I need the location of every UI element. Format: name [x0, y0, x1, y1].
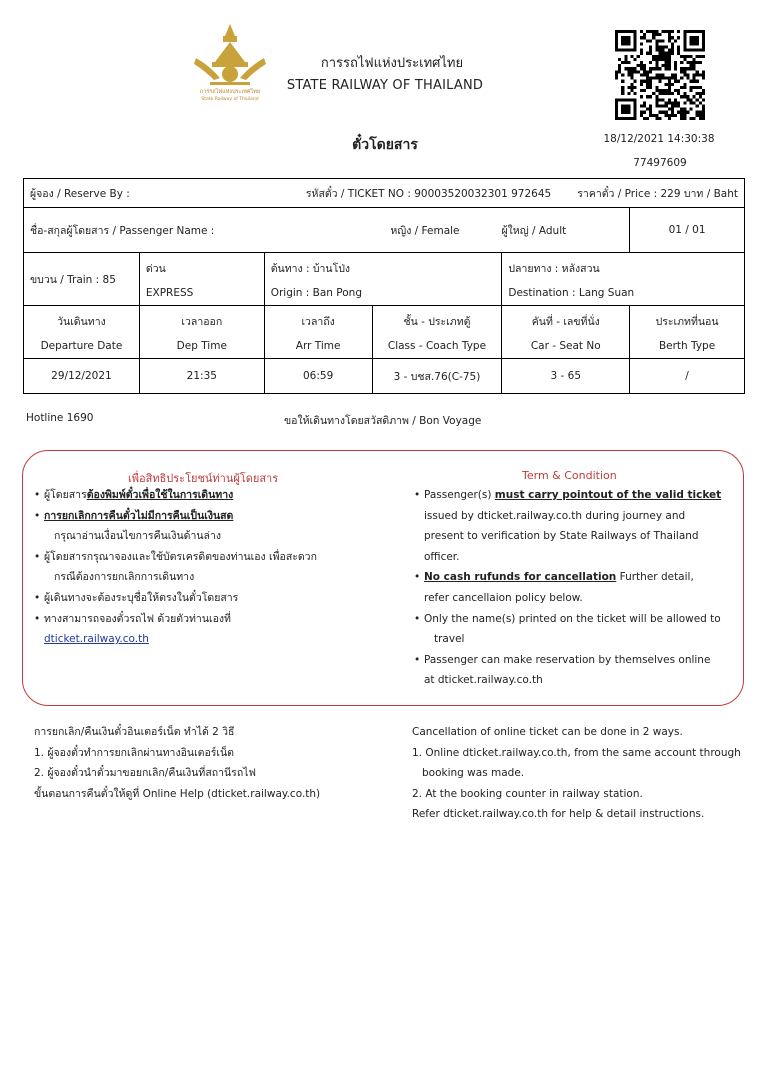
- item-continuation: refer cancellaion policy below.: [424, 591, 583, 604]
- cancel-policy-th: [34, 722, 394, 804]
- cancel-policy-en: [412, 722, 752, 825]
- item-text: Passenger can make reservation by themselves online: [424, 653, 711, 666]
- header-th: วันเดินทาง: [57, 315, 106, 328]
- price: ราคาตั๋ว / Price : 229 บาท / Baht: [577, 187, 738, 200]
- cancel-line: 2. ผู้จองตั๋วนำตั๋วมาขอยกเลิก/คืนเงินที่สถานีรถไฟ: [34, 767, 256, 780]
- departure-date: 29/12/2021: [24, 359, 140, 394]
- item-text: Further detail,: [616, 571, 694, 584]
- list-item: • No cash rufunds for cancellation Further detail,: [414, 571, 694, 584]
- train-type-cell: [139, 253, 264, 306]
- cancel-line: Refer dticket.railway.co.th for help & detail instructions.: [412, 808, 705, 821]
- bon-voyage: ขอให้เดินทางโดยสวัสดิภาพ / Bon Voyage: [284, 415, 482, 427]
- header-en: Dep Time: [176, 339, 227, 352]
- item-emphasis: ต้องพิมพ์ตั๋วเพื่อใช้ในการเดินทาง: [86, 489, 234, 501]
- header-th: เวลาออก: [181, 315, 223, 328]
- cancel-line: ขั้นตอนการคืนตั๋วให้ดูที่ Online Help (dticket.railway.co.th): [34, 787, 321, 800]
- issue-datetime: 18/12/2021 14:30:38: [603, 133, 715, 145]
- list-item: • ผู้โดยสารกรุณาจองและใช้บัตรเครดิตของท่านเอง เพื่อสะดวก: [34, 550, 317, 563]
- arr-time: 06:59: [264, 359, 372, 394]
- ticket-id: 77497609: [633, 157, 687, 169]
- cancel-line: booking was made.: [422, 767, 525, 780]
- ticket-no: รหัสตั๋ว / TICKET NO : 90003520032301 972645: [305, 187, 552, 200]
- terms-title-en: Term & Condition: [522, 469, 617, 482]
- car-seat: 3 - 65: [502, 359, 630, 394]
- item-text: ผู้โดยสาร: [44, 489, 87, 501]
- cancel-line: 2. At the booking counter in railway station.: [412, 787, 643, 800]
- terms-list-en: [414, 485, 734, 691]
- item-continuation: travel: [434, 633, 465, 646]
- logo-caption-en: State Railway of Thailand: [201, 97, 259, 102]
- train-type-th: ด่วน: [145, 262, 166, 275]
- dep-time: 21:35: [139, 359, 264, 394]
- header-en: Class - Coach Type: [387, 339, 487, 352]
- pax-count: 01 / 01: [630, 208, 745, 253]
- header-en: Arr Time: [295, 339, 341, 352]
- origin-cell: [264, 253, 502, 306]
- item-continuation: at dticket.railway.co.th: [424, 674, 543, 687]
- header-cell: [372, 306, 502, 359]
- list-item: • ทางสามารถจองตั๋วรถไฟ ด้วยตัวท่านเองที่: [34, 612, 231, 625]
- origin-en: Origin : Ban Pong: [270, 286, 362, 299]
- item-text: ผู้เดินทางจะต้องระบุชื่อให้ตรงในตั๋วโดยสาร: [44, 591, 239, 604]
- list-item: • Passenger can make reservation by themselves online: [414, 653, 711, 666]
- header-cell: [264, 306, 372, 359]
- header-en: Departure Date: [40, 339, 123, 352]
- item-continuation: กรุณาอ่านเงื่อนไขการคืนเงินด้านล่าง: [54, 530, 222, 543]
- list-item: • Only the name(s) printed on the ticket will be allowed to: [414, 612, 721, 625]
- table-row: [24, 359, 745, 394]
- train-number: ขบวน / Train : 85: [24, 253, 140, 306]
- destination-th: ปลายทาง : หลังสวน: [508, 262, 600, 275]
- list-item: • การยกเลิกการคืนตั๋วไม่มีการคืนเป็นเงินสด: [34, 509, 234, 522]
- gender: หญิง / Female: [390, 224, 460, 237]
- reserve-row: [24, 179, 745, 208]
- item-continuation: present to verification by State Railways of Thailand: [424, 530, 699, 543]
- item-text: Passenger(s): [424, 489, 495, 501]
- header-th: เวลาถึง: [301, 315, 335, 328]
- logo-caption-th: การรถไฟแห่งประเทศไทย: [199, 89, 261, 95]
- destination-cell: [502, 253, 745, 306]
- item-emphasis: No cash rufunds for cancellation: [424, 571, 617, 584]
- reserve-by: ผู้จอง / Reserve By :: [30, 187, 130, 200]
- terms-list-th: [34, 485, 384, 650]
- header-cell: [139, 306, 264, 359]
- item-continuation: issued by dticket.railway.co.th during journey and: [424, 509, 686, 522]
- list-item: • ผู้เดินทางจะต้องระบุชื่อให้ตรงในตั๋วโดยสาร: [34, 591, 239, 604]
- cancel-line: 1. Online dticket.railway.co.th, from the same account through: [412, 746, 741, 759]
- item-continuation: officer.: [424, 550, 460, 563]
- header-en: Car - Seat No: [530, 339, 601, 352]
- list-item: • Passenger(s) must carry pointout of the valid ticket: [414, 489, 722, 501]
- ticket-table: [23, 178, 745, 394]
- item-emphasis: must carry pointout of the valid ticket: [494, 489, 722, 501]
- origin-th: ต้นทาง : บ้านโป่ง: [270, 262, 351, 275]
- passenger-name: ชื่อ-สกุลผู้โดยสาร / Passenger Name :: [30, 224, 215, 237]
- item-text: ทางสามารถจองตั๋วรถไฟ ด้วยตัวท่านเองที่: [44, 612, 231, 625]
- header-th: คันที่ - เลขที่นั่ง: [531, 315, 600, 328]
- train-type-en: EXPRESS: [145, 286, 194, 299]
- item-text: Only the name(s) printed on the ticket will be allowed to: [424, 612, 721, 625]
- page-title: ตั๋วโดยสาร: [352, 137, 418, 153]
- srt-logo: [190, 22, 270, 104]
- header-th: ชั้น - ประเภทตู้: [403, 315, 471, 328]
- item-emphasis: การยกเลิกการคืนตั๋วไม่มีการคืนเป็นเงินสด: [44, 509, 234, 522]
- org-name-th: การรถไฟแห่งประเทศไทย: [320, 56, 464, 71]
- cancel-line: Cancellation of online ticket can be done in 2 ways.: [412, 726, 683, 738]
- passenger-cell: [24, 208, 630, 253]
- item-continuation: กรณีต้องการยกเลิกการเดินทาง: [54, 571, 195, 584]
- table-header-row: [24, 306, 745, 359]
- cancel-line: การยกเลิก/คืนเงินตั๋วอินเตอร์เน็ต ทำได้ 2 วิธี: [34, 726, 235, 738]
- header-cell: [502, 306, 630, 359]
- item-text: ผู้โดยสารกรุณาจองและใช้บัตรเครดิตของท่านเอง เพื่อสะดวก: [44, 550, 317, 563]
- list-item: • ผู้โดยสารต้องพิมพ์ตั๋วเพื่อใช้ในการเดินทาง: [34, 489, 234, 501]
- header-cell: [630, 306, 745, 359]
- org-name-en: STATE RAILWAY OF THAILAND: [286, 78, 484, 93]
- berth-type: /: [630, 359, 745, 394]
- header-cell: [24, 306, 140, 359]
- destination-en: Destination : Lang Suan: [508, 286, 635, 299]
- hotline: Hotline 1690: [26, 412, 94, 424]
- cancel-line: 1. ผู้จองตั๋วทำการยกเลิกผ่านทางอินเตอร์เน็ต: [34, 746, 235, 759]
- header-th: ประเภทที่นอน: [655, 315, 719, 328]
- qr-code: [615, 30, 705, 120]
- terms-title-th: เพื่อสิทธิประโยชน์ท่านผู้โดยสาร: [128, 472, 279, 485]
- dticket-link[interactable]: dticket.railway.co.th: [44, 633, 149, 646]
- age-type: ผู้ใหญ่ / Adult: [501, 224, 567, 237]
- header-en: Berth Type: [658, 339, 716, 352]
- class-coach: 3 - บชส.76(C-75): [372, 359, 502, 394]
